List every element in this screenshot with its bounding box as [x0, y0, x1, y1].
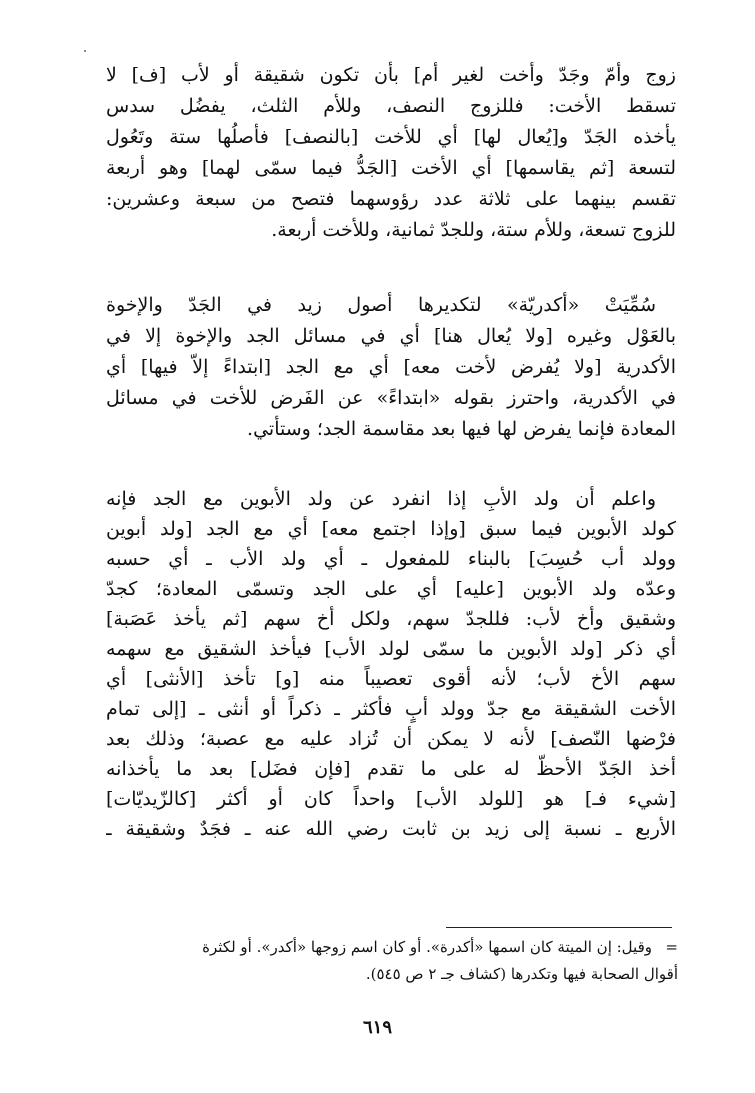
text-line: الأربع ـ نسبة إلى زيد بن ثابت رضي الله عنه ـ فجَدٌ وشقيقة ـ [106, 818, 676, 840]
text-line: بالعَوْل وغيره [ولا يُعال هنا] أي في مسائل الجد والإخوة إلا في [106, 325, 676, 347]
text-line: كولد الأبوين فيما سبق [وإذا اجتمع معه] أي مع الجد [ولد أبوين [106, 518, 676, 540]
footnote-line: أقوال الصحابة فيها وتكدرها (كشاف جـ ٢ ص ٥٤٥). [365, 965, 678, 983]
text-line: أي ذكر [ولد الأبوين ما سمّى لولد الأب] فيأخذ الشقيق مع سهمه [106, 638, 676, 660]
text-line: الأكدرية [ولا يُفرض لأخت معه] أي مع الجد [ابتداءً إلاّ فيها] أي [106, 356, 676, 378]
page-number: ٦١٩ [362, 1017, 392, 1038]
text-line: سهم الأخ لأب؛ لأنه أقوى تعصيباً منه [و] تأخذ [الأنثى] أي [106, 668, 676, 690]
text-line: في الأكدرية، واحترز بقوله «ابتداءً» عن الفَرض للأخت في مسائل [106, 387, 676, 409]
paragraph-2 [106, 290, 676, 445]
text-line: وعدّه ولد الأبوين [عليه] أي على الجد وتسمّى المعادة؛ كجدّ [106, 578, 676, 600]
text-line: وشقيق وأخ لأب: فللجدّ سهم، ولكل أخ سهم [ثم يأخذ عَصَبة] [106, 608, 676, 630]
footnote-line: وقيل: إن الميتة كان اسمها «أكدرة». أو كان اسم زوجها «أكدر». أو لكثرة [202, 938, 652, 956]
text-line: يأخذه الجَدّ و[يُعال لها] أي للأخت [بالنصف] فأصلُها ستة وتَعُول [106, 126, 676, 148]
footnote [106, 934, 678, 988]
text-line: [شيء فـ] هو [للولد الأب] واحداً كان أو أكثر [كالزّيديّات] [106, 788, 676, 810]
text-line: المعادة فإنما يفرض لها فيها بعد مقاسمة الجد؛ وستأتي. [247, 418, 676, 440]
text-line: تسقط الأخت: فللزوج النصف، وللأم الثلث، يفضُل سدس [106, 95, 676, 117]
text-line: تقسم بينهما على ثلاثة عدد رؤوسهما فتصح من سبعة وعشرين: [106, 188, 676, 210]
text-line: سُمِّيَتْ «أكدريّة» لتكديرها أصول زيد في الجَدّ والإخوة [106, 294, 656, 316]
text-line: الأخت الشقيقة مع جدّ وولد أبٍ فأكثر ـ ذكراً أو أنثى ـ [إلى تمام [106, 698, 676, 720]
text-line: فرْضها النّصف] لأنه لا يمكن أن تُزاد عليه مع عصبة؛ وذلك بعد [106, 728, 676, 750]
text-line: زوج وأمّ وجَدّ وأخت لغير أم] بأن تكون شقيقة أو لأب [ف] لا [106, 64, 676, 86]
text-line: وولد أب حُسِبَ] بالبناء للمفعول ـ أي ولد الأب ـ أي حسبه [106, 548, 676, 570]
paragraph-1 [106, 60, 676, 246]
text-line: أخذ الجَدّ الأحظّ له على ما تقدم [فإن فضَل] بعد ما يأخذانه [106, 758, 676, 780]
text-line: لتسعة [ثم يقاسمها] أي الأخت [الجَدُّ فيما سمّى لهما] وهو أربعة [106, 157, 676, 179]
text-line: واعلم أن ولد الأبِ إذا انفرد عن ولد الأبوين مع الجد فإنه [106, 488, 656, 510]
text-line: للزوج تسعة، وللأم ستة، وللجدّ ثمانية، وللأخت أربعة. [271, 219, 676, 241]
scan-speck [84, 50, 86, 52]
paragraph-3 [106, 484, 676, 844]
footnote-marker: = [665, 938, 678, 956]
footnote-divider [446, 927, 672, 928]
